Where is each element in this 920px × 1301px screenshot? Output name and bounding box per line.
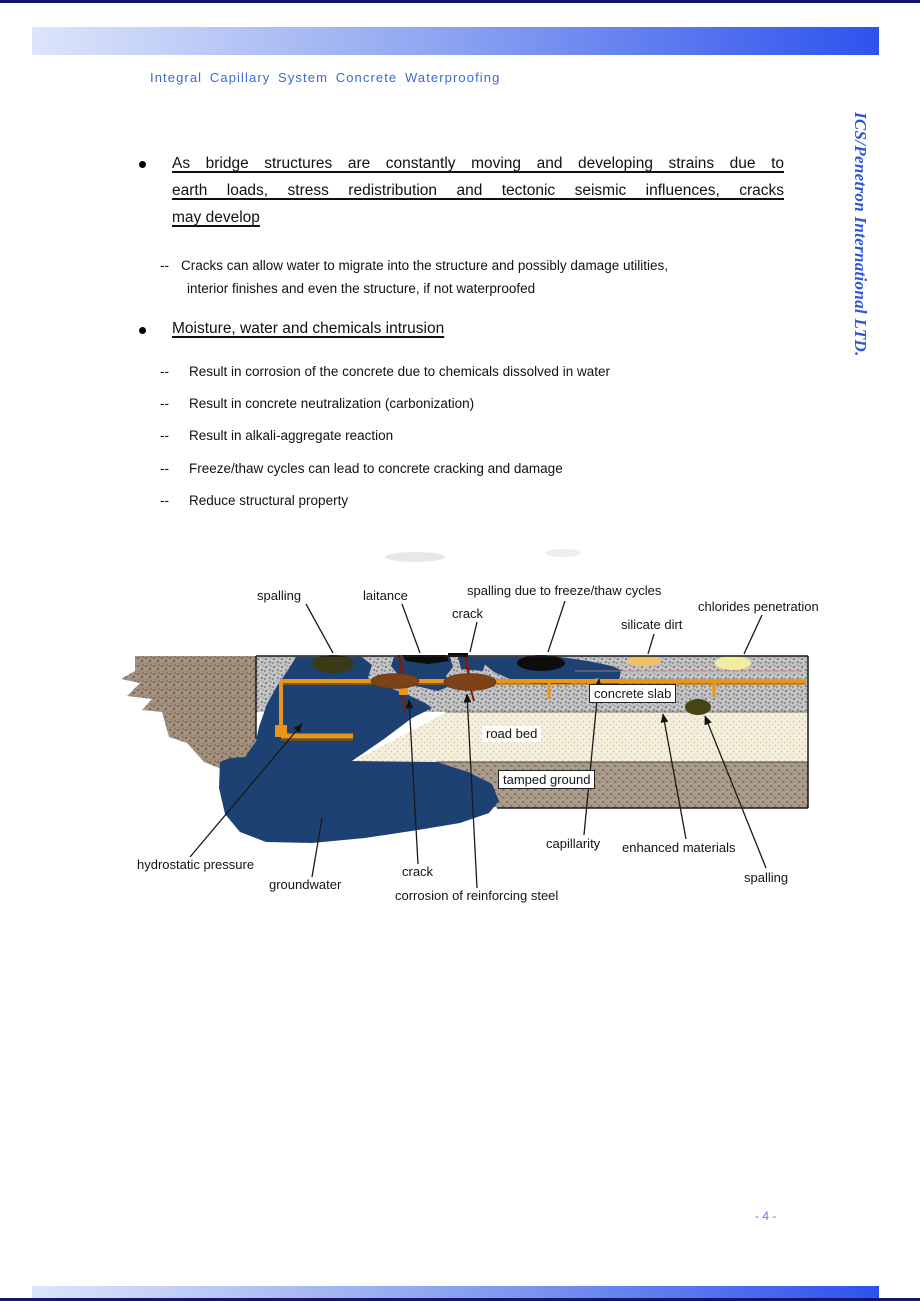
soil-block <box>121 656 256 770</box>
silicate-dirt-blob <box>627 656 661 667</box>
label-corrosion-reinforcing-steel: corrosion of reinforcing steel <box>395 888 559 903</box>
label-road-bed: road bed <box>482 726 541 742</box>
chlorides-blob <box>715 656 751 670</box>
spalling-blob-left <box>312 655 354 673</box>
spalling-blob-right <box>685 699 711 715</box>
dash-marker: -- <box>160 493 169 508</box>
label-hydrostatic-pressure: hydrostatic pressure <box>137 857 255 872</box>
bottom-gradient-bar <box>32 1286 879 1298</box>
label-enhanced-materials: enhanced materials <box>622 840 736 855</box>
list-item-text: Reduce structural property <box>189 493 349 508</box>
dash-marker: -- <box>160 364 169 379</box>
label-chlorides-penetration: chlorides penetration <box>698 599 819 614</box>
label-capillarity: capillarity <box>546 836 601 851</box>
label-groundwater: groundwater <box>269 877 342 892</box>
bullet1-subitem-line2: interior finishes and even the structure, if not waterproofed <box>187 281 536 296</box>
list-item-text: Result in corrosion of the concrete due to chemicals dissolved in water <box>189 364 610 379</box>
list-item-text: Result in alkali-aggregate reaction <box>189 428 394 443</box>
dash-marker: -- <box>160 428 169 443</box>
side-vertical-company-text: ICS/Penetron International LTD. <box>851 112 870 357</box>
bullet1-heading-line3: may develop <box>172 209 260 226</box>
faint-smudges <box>385 549 581 562</box>
page-number: - 4 - <box>755 1209 777 1223</box>
freeze-thaw-spall-blob <box>517 655 565 671</box>
list-item-text: Freeze/thaw cycles can lead to concrete cracking and damage <box>189 461 563 476</box>
label-concrete-slab: concrete slab <box>589 684 676 703</box>
road-bed-band <box>352 712 808 762</box>
dash-marker: -- <box>160 258 169 273</box>
dash-marker: -- <box>160 461 169 476</box>
label-freeze-thaw-spalling: spalling due to freeze/thaw cycles <box>467 583 662 598</box>
page-header-title: Integral Capillary System Concrete Waterproofing <box>150 70 501 85</box>
bullet1-heading-line2: earth loads, stress redistribution and tectonic seismic influences, cracks <box>172 182 784 199</box>
label-tamped-ground: tamped ground <box>498 770 595 789</box>
label-crack-bottom: crack <box>402 864 434 879</box>
label-laitance: laitance <box>363 588 408 603</box>
dash-marker: -- <box>160 396 169 411</box>
bullet2-heading: Moisture, water and chemicals intrusion <box>172 320 445 337</box>
bullet1-subitem-line1: Cracks can allow water to migrate into the structure and possibly damage utilities, <box>181 258 668 273</box>
label-spalling-bottom: spalling <box>744 870 789 885</box>
label-silicate-dirt: silicate dirt <box>621 617 683 632</box>
list-item-text: Result in concrete neutralization (carbonization) <box>189 396 475 411</box>
bullet1-heading-line1: As bridge structures are constantly moving and developing strains due to <box>172 155 784 172</box>
label-spalling-top: spalling <box>257 588 302 603</box>
label-crack-top: crack <box>452 606 484 621</box>
